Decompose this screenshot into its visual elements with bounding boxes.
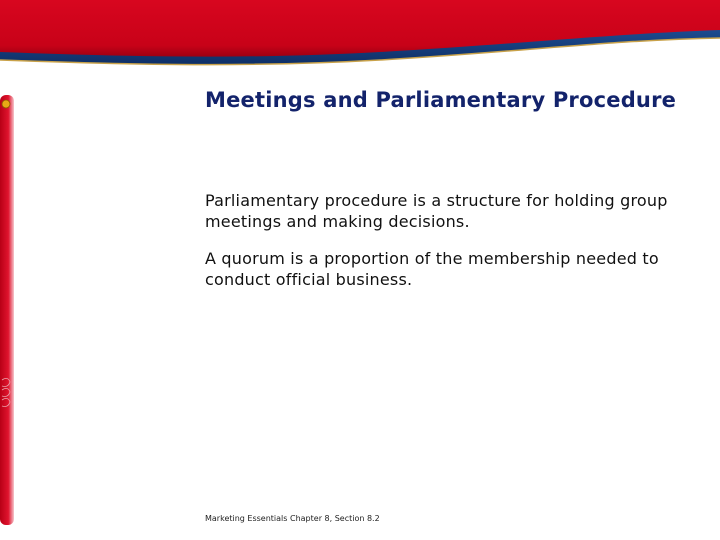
slide-footer: Marketing Essentials Chapter 8, Section 8.2 <box>205 514 380 523</box>
gold-dot-icon <box>2 100 10 108</box>
banner-red-band <box>0 0 720 57</box>
left-decorative-bar <box>0 90 22 530</box>
slide-body <box>205 190 705 306</box>
slide-title: Meetings and Parliamentary Procedure <box>205 88 677 112</box>
top-banner <box>0 0 720 90</box>
paragraph-quorum: A quorum is a proportion of the membership needed to conduct official business. <box>205 249 659 289</box>
paragraph-parliamentary-procedure: Parliamentary procedure is a structure for holding group meetings and making decisions. <box>205 191 668 231</box>
